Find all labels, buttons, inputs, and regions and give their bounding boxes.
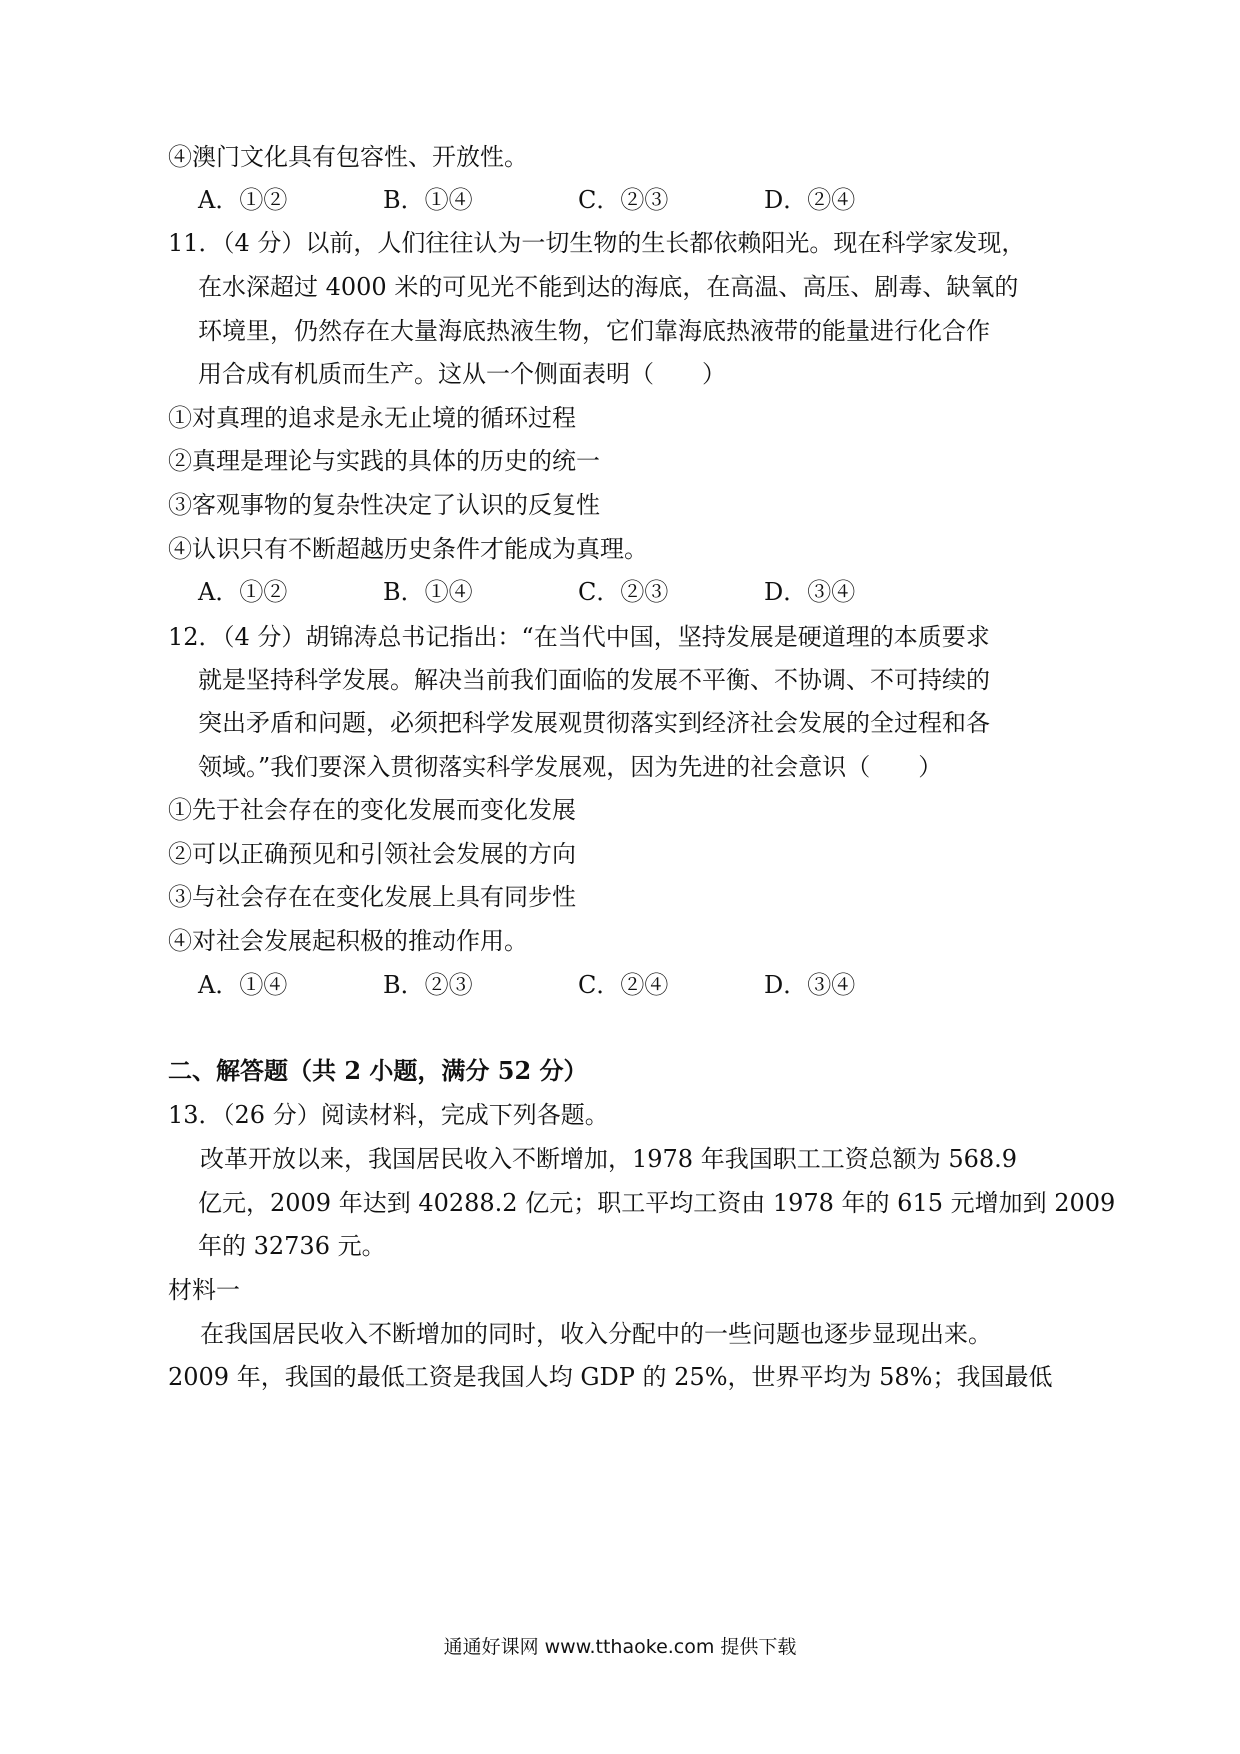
q13-para2-line-1: 在我国居民收入不断增加的同时，收入分配中的一些问题也逐步显现出来。	[200, 1320, 992, 1348]
q12-stem-line-2: 就是坚持科学发展。解决当前我们面临的发展不平衡、不协调、不可持续的	[198, 666, 990, 694]
q13-para1-line-2: 亿元，2009 年达到 40288.2 亿元；职工平均工资由 1978 年的 615 元增加到 2009	[198, 1189, 1116, 1217]
q11-option-a: A．①②	[198, 578, 288, 606]
q10-option-a: A．①②	[198, 186, 288, 214]
q11-option-b: B．①④	[383, 578, 473, 606]
q12-item-1: ①先于社会存在的变化发展而变化发展	[168, 796, 576, 824]
q12-stem-line-1: 12．（4 分）胡锦涛总书记指出：“在当代中国，坚持发展是硬道理的本质要求	[168, 623, 990, 651]
q12-option-d: D．③④	[764, 971, 856, 999]
q12-stem-line-4: 领域。”我们要深入贯彻落实科学发展观，因为先进的社会意识（ ）	[198, 753, 943, 781]
q11-option-c: C．②③	[578, 578, 669, 606]
q12-option-b: B．②③	[383, 971, 473, 999]
q12-item-2: ②可以正确预见和引领社会发展的方向	[168, 840, 576, 868]
q13-para1-line-1: 改革开放以来，我国居民收入不断增加，1978 年我国职工工资总额为 568.9	[200, 1145, 1018, 1173]
q12-option-a: A．①④	[198, 971, 288, 999]
q11-item-4: ④认识只有不断超越历史条件才能成为真理。	[168, 535, 648, 563]
section-heading: 二、解答题（共 2 小题，满分 52 分）	[168, 1056, 588, 1085]
q11-item-3: ③客观事物的复杂性决定了认识的反复性	[168, 491, 600, 519]
footer-source: 通通好课网 www.tthaoke.com 提供下载	[443, 1636, 797, 1658]
q10-option-b: B．①④	[383, 186, 473, 214]
q11-stem-line-2: 在水深超过 4000 米的可见光不能到达的海底，在高温、高压、剧毒、缺氧的	[198, 273, 1019, 301]
material-one-label: 材料一	[168, 1276, 240, 1304]
q10-option-d: D．②④	[764, 186, 856, 214]
q11-stem-line-1: 11．（4 分）以前，人们往往认为一切生物的生长都依赖阳光。现在科学家发现，	[168, 229, 1026, 257]
q12-option-c: C．②④	[578, 971, 669, 999]
q11-option-d: D．③④	[764, 578, 856, 606]
q13-header: 13．（26 分）阅读材料，完成下列各题。	[168, 1101, 609, 1129]
q13-para2-line-2: 2009 年，我国的最低工资是我国人均 GDP 的 25%，世界平均为 58%；我国最低	[168, 1363, 1053, 1391]
q11-stem-line-3: 环境里，仍然存在大量海底热液生物，它们靠海底热液带的能量进行化合作	[198, 317, 990, 345]
q12-item-3: ③与社会存在在变化发展上具有同步性	[168, 883, 576, 911]
q12-stem-line-3: 突出矛盾和问题，必须把科学发展观贯彻落实到经济社会发展的全过程和各	[198, 709, 990, 737]
q10-option-c: C．②③	[578, 186, 669, 214]
q13-para1-line-3: 年的 32736 元。	[198, 1232, 386, 1260]
q11-item-1: ①对真理的追求是永无止境的循环过程	[168, 404, 576, 432]
q11-stem-line-4: 用合成有机质而生产。这从一个侧面表明（ ）	[198, 360, 726, 388]
q12-item-4: ④对社会发展起积极的推动作用。	[168, 927, 528, 955]
q11-item-2: ②真理是理论与实践的具体的历史的统一	[168, 447, 600, 475]
q10-item-4: ④澳门文化具有包容性、开放性。	[168, 143, 528, 171]
